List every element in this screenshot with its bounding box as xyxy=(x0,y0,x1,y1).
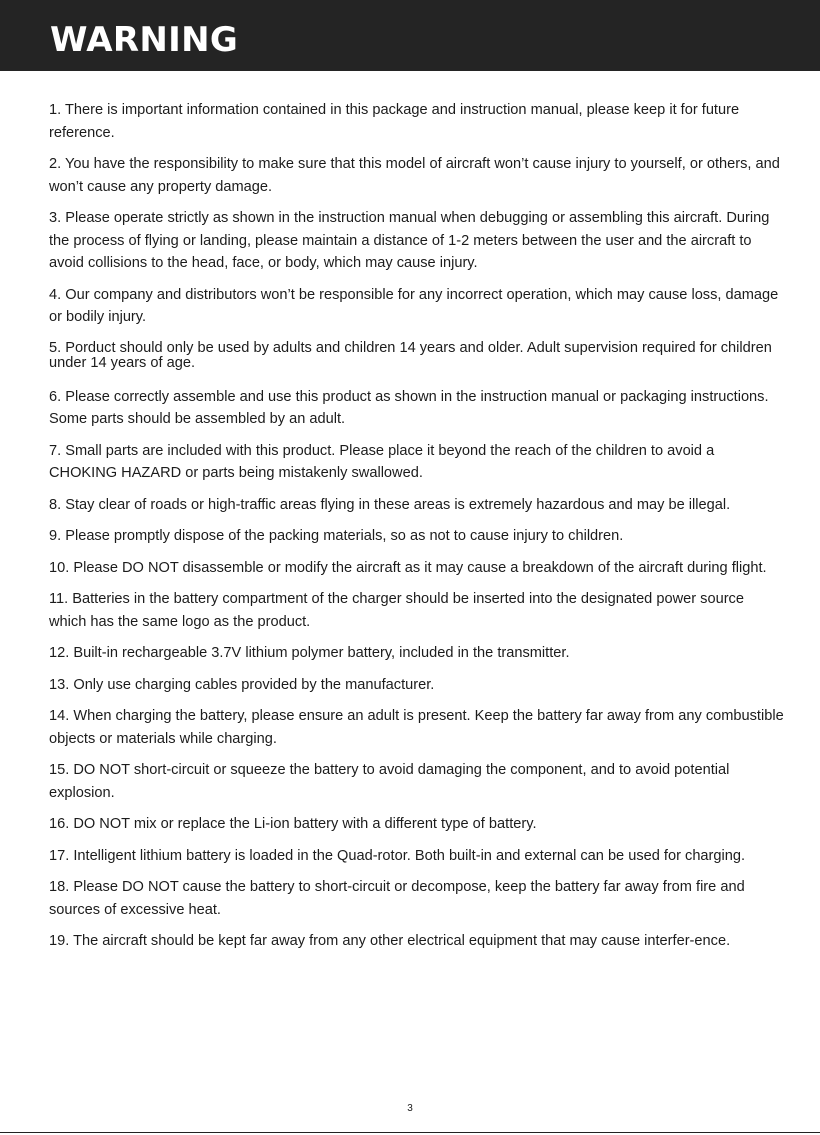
warning-item-7: 7. Small parts are included with this product. Please place it beyond the reach of the children to avoid a CHOKING HAZARD or parts being mistakenly swallowed. xyxy=(49,442,715,481)
warning-item-5: 5. Porduct should only be used by adults and children 14 years and older. Adult supervision required for children under 14 years of age. xyxy=(49,339,772,371)
warning-item-17: 17. Intelligent lithium battery is loaded in the Quad-rotor. Both built-in and external can be used for charging. xyxy=(49,847,746,864)
warning-item-10: 10. Please DO NOT disassemble or modify the aircraft as it may cause a breakdown of the aircraft during flight. xyxy=(49,559,767,576)
warning-item-13: 13. Only use charging cables provided by the manufacturer. xyxy=(49,676,435,693)
warning-item-8: 8. Stay clear of roads or high-traffic areas flying in these areas is extremely hazardous and may be illegal. xyxy=(49,496,731,513)
warning-item-6: 6. Please correctly assemble and use this product as shown in the instruction manual or packaging instructions. Some parts should be assembled by an adult. xyxy=(49,388,769,427)
warning-item-18: 18. Please DO NOT cause the battery to short-circuit or decompose, keep the battery far away from fire and sources of excessive heat. xyxy=(49,879,745,918)
page-number: 3 xyxy=(407,1103,413,1114)
warning-item-19: 19. The aircraft should be kept far away from any other electrical equipment that may cause interfer-ence. xyxy=(49,933,731,949)
warning-item-4: 4. Our company and distributors won’t be responsible for any incorrect operation, which may cause loss, damage or bodily injury. xyxy=(49,286,779,325)
warning-item-3: 3. Please operate strictly as shown in the instruction manual when debugging or assembling this aircraft. During the process of flying or landing, please maintain a distance of 1-2 meters between the user and the aircraft to avoid collisions to the head, face, or body, which may cause injury. xyxy=(49,210,770,271)
header-bar xyxy=(0,0,820,71)
warning-item-1: 1. There is important information contained in this package and instruction manual, please keep it for future reference. xyxy=(49,102,740,141)
warning-item-9: 9. Please promptly dispose of the packing materials, so as not to cause injury to children. xyxy=(49,528,624,544)
warning-item-11: 11. Batteries in the battery compartment of the charger should be inserted into the designated power source which has the same logo as the product. xyxy=(49,591,744,630)
warning-item-12: 12. Built-in rechargeable 3.7V lithium polymer battery, included in the transmitter. xyxy=(49,645,570,661)
warning-item-15: 15. DO NOT short-circuit or squeeze the battery to avoid damaging the component, and to avoid potential explosion. xyxy=(49,762,730,801)
warning-list xyxy=(49,99,784,962)
page-title: WARNING xyxy=(50,20,239,60)
warning-item-14: 14. When charging the battery, please ensure an adult is present. Keep the battery far away from any combustible objects or materials while charging. xyxy=(49,708,784,747)
warning-item-16: 16. DO NOT mix or replace the Li-ion battery with a different type of battery. xyxy=(49,816,537,832)
bottom-divider xyxy=(0,1132,820,1133)
warning-item-2: 2. You have the responsibility to make sure that this model of aircraft won’t cause injury to yourself, or others, and won’t cause any property damage. xyxy=(49,156,780,195)
